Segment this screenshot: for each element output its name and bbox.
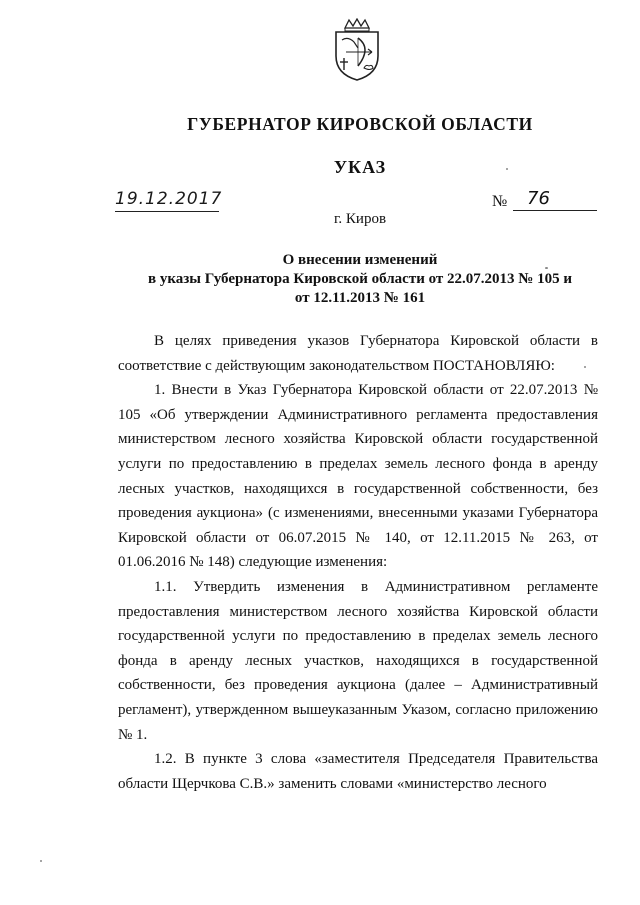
- body-paragraph: В целях приведения указов Губернатора Кировской области в соответствие с действующим законодательством ПОСТАНОВЛЯЮ:: [118, 333, 598, 374]
- issuing-authority-heading: ГУБЕРНАТОР КИРОВСКОЙ ОБЛАСТИ: [187, 114, 533, 134]
- scan-speck: [545, 267, 548, 269]
- body-paragraph: 1. Внести в Указ Губернатора Кировской области от 22.07.2013 № 105 «Об утверждении Административного регламента предоставления министерством лесного хозяйства Кировской области государственной услуги по предоставлению в пределах земель лесного фонда в аренду лесных участков, находящихся в государственной собственности, без проведения аукциона» (с изменениями, внесенными указами Губернатора Кировской области от 06.07.2015 № 140, от 12.11.2015 № 263, от 01.06.2016 № 148) следующие изменения:: [118, 382, 598, 571]
- body-paragraph: 1.2. В пункте 3 слова «заместителя Председателя Правительства области Щерчкова С.В.» заменить словами «министерство лесного: [118, 751, 598, 792]
- title-line: О внесении изменений: [282, 252, 438, 268]
- coat-of-arms-emblem: [328, 18, 386, 82]
- scan-speck: [584, 366, 586, 368]
- document-title: [120, 251, 600, 308]
- title-line: в указы Губернатора Кировской области от 22.07.2013 № 105 и: [148, 271, 572, 287]
- document-body: [118, 329, 598, 796]
- scan-speck: [40, 860, 42, 862]
- scan-speck: [506, 168, 508, 170]
- place-of-issue: г. Киров: [333, 211, 387, 227]
- document-type-heading: УКАЗ: [333, 157, 387, 177]
- number-sign: №: [492, 193, 508, 210]
- title-line: от 12.11.2013 № 161: [294, 290, 426, 306]
- body-paragraph: 1.1. Утвердить изменения в Административном регламенте предоставления министерством лесного хозяйства Кировской области государственной услуги по предоставлению в пределах земель лесного фонда в аренду лесных участков, находящихся в государственной собственности, без проведения аукциона (далее – Административный регламент), утвержденном вышеуказанным Указом, согласно приложению № 1.: [118, 578, 598, 743]
- document-date: 19.12.2017: [115, 187, 219, 212]
- document-number: 76: [513, 187, 597, 211]
- coat-of-arms-icon: [328, 18, 386, 82]
